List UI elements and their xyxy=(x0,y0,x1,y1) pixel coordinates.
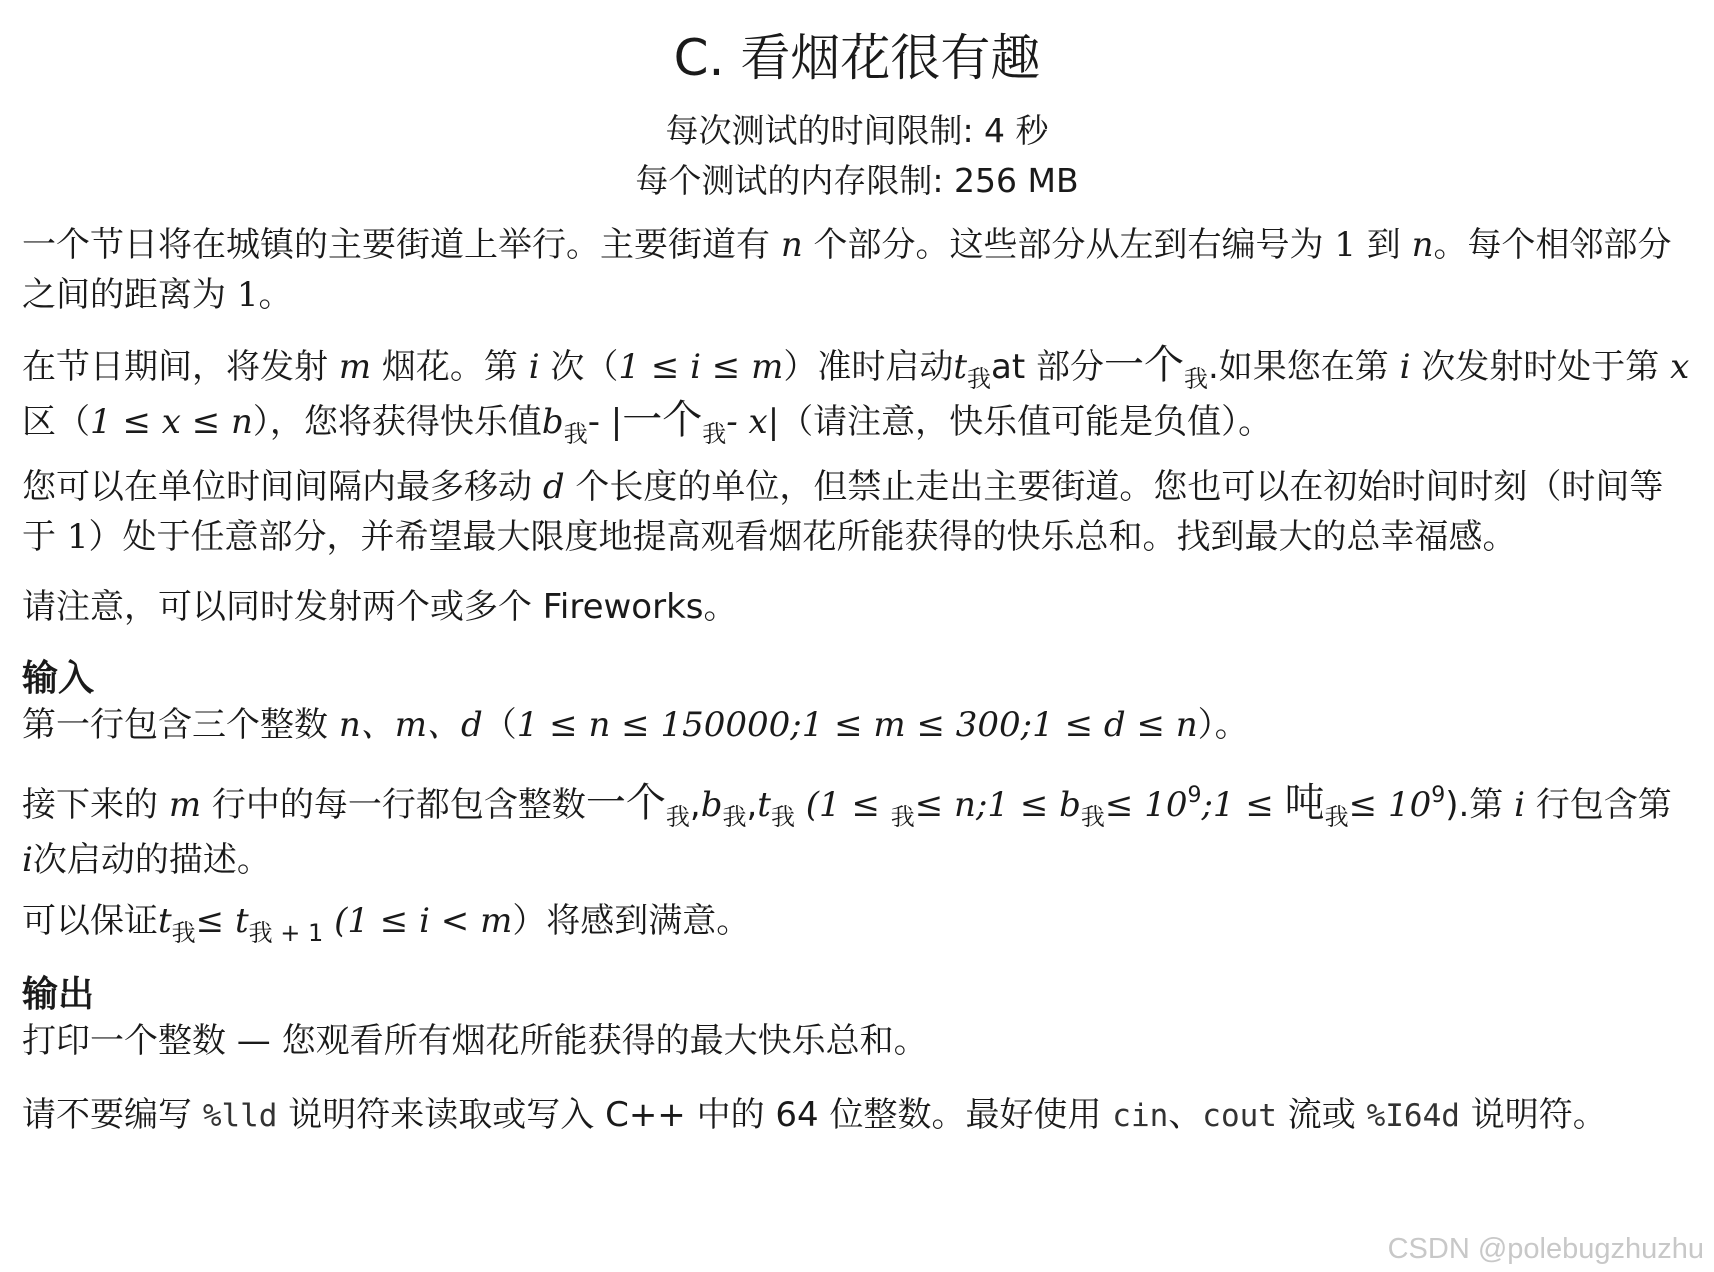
subscript: 我 xyxy=(722,803,747,831)
subscript: 我 xyxy=(1324,803,1349,831)
var-x: x xyxy=(1670,347,1690,387)
text: （ xyxy=(482,705,517,745)
text: 在节日期间，将发射 xyxy=(22,347,339,387)
text: 一个节日将在城镇的主要街道上举行。主要街道有 xyxy=(22,225,781,265)
var-a: 一个 xyxy=(622,397,703,443)
text: 流或 xyxy=(1276,1095,1367,1135)
text: ).第 xyxy=(1445,785,1515,825)
math-text: ≤ xyxy=(195,901,235,941)
statement-paragraph-2 xyxy=(22,340,1692,450)
math-text: ≤ n;1 ≤ xyxy=(914,785,1060,825)
var-i: i xyxy=(22,840,33,880)
text: 次启动的描述。 xyxy=(32,840,271,880)
subscript: 我 xyxy=(563,420,588,448)
input-paragraph-2 xyxy=(22,778,1692,885)
math-text: ≤ 10 xyxy=(1104,785,1188,825)
text: 个部分。这些部分从左到右编号为 xyxy=(802,225,1335,265)
math-text: (1 ≤ xyxy=(794,785,891,825)
exponent: 9 xyxy=(1431,783,1446,808)
subscript: 我 xyxy=(967,365,991,393)
subscript: 我 xyxy=(890,803,915,831)
var-t: 吨 xyxy=(1284,780,1325,826)
input-paragraph-3 xyxy=(22,896,1692,949)
text: 次（ xyxy=(539,347,619,387)
var-t: t xyxy=(953,347,967,387)
var-i: i xyxy=(528,347,540,387)
code-inline: cin xyxy=(1112,1098,1169,1134)
code-inline: %lld xyxy=(202,1098,278,1134)
text: , xyxy=(689,785,701,825)
subscript: 我 xyxy=(1183,365,1208,393)
text: 第一行包含三个整数 xyxy=(22,705,339,745)
text: 说明符来读取或写入 C++ 中的 64 位整数。最好使用 xyxy=(277,1095,1113,1135)
code-inline: %I64d xyxy=(1366,1098,1460,1134)
math-range: 1 ≤ n ≤ 150000;1 ≤ m ≤ 300;1 ≤ d ≤ n xyxy=(516,705,1198,745)
statement-paragraph-4: 请注意，可以同时发射两个或多个 Fireworks。 xyxy=(22,587,738,627)
text: 个长度的单位，但禁止走出主要街道。您也可以在初始时间时刻（时间等于 xyxy=(22,467,1664,557)
math-range: 1 ≤ x ≤ n xyxy=(90,402,253,442)
text: ）将感到满意。 xyxy=(512,901,751,941)
var-n: n xyxy=(1411,225,1434,265)
math-text: ;1 ≤ xyxy=(1201,785,1285,825)
input-heading: 输入 xyxy=(22,658,95,699)
subscript: 我 xyxy=(171,919,196,947)
text: 您可以在单位时间间隔内最多移动 xyxy=(22,467,543,507)
operator: - x| xyxy=(726,402,780,442)
number: 1 xyxy=(1334,225,1356,265)
operator: - | xyxy=(587,402,623,442)
subscript: 我 xyxy=(1080,803,1105,831)
var-b: b xyxy=(1059,785,1081,825)
var-m: m xyxy=(168,785,202,825)
text: 、 xyxy=(1168,1095,1203,1135)
var-t: t xyxy=(234,901,249,941)
math-range: 1 ≤ i < m xyxy=(347,901,513,941)
subscript: 我 xyxy=(770,803,795,831)
input-paragraph-1 xyxy=(22,700,1692,750)
memory-limit: 每个测试的内存限制: 256 MB xyxy=(635,161,1079,200)
var-i: i xyxy=(1399,347,1411,387)
output-heading: 输出 xyxy=(22,974,95,1015)
text: ）准时启动 xyxy=(783,347,954,387)
text: 请不要编写 xyxy=(22,1095,203,1135)
var-a: 一个 xyxy=(1103,342,1184,388)
var-t: t xyxy=(158,901,172,941)
math-text: ≤ 10 xyxy=(1348,785,1432,825)
text: 说明符。 xyxy=(1459,1095,1607,1135)
text: 接下来的 xyxy=(22,785,169,825)
text: ）。 xyxy=(1197,705,1249,745)
var-a: 一个 xyxy=(585,780,666,826)
var-d: d xyxy=(542,467,565,507)
output-paragraph-2 xyxy=(22,1090,1692,1141)
var-b: b xyxy=(541,402,564,442)
text: ）处于任意部分，并希望最大限度地提高观看烟花所能获得的快乐总和。找到最大的总幸福感。 xyxy=(88,517,1517,557)
csdn-watermark: CSDN @polebugzhuzhu xyxy=(1387,1233,1704,1265)
subscript: 我 xyxy=(665,803,690,831)
code-inline: cout xyxy=(1202,1098,1277,1134)
text: .如果您在第 xyxy=(1207,347,1400,387)
var-m: m xyxy=(338,347,372,387)
text: 烟花。第 xyxy=(371,347,529,387)
text: 。 xyxy=(258,275,293,315)
var-i: i xyxy=(1514,785,1525,825)
statement-paragraph-3 xyxy=(22,462,1692,562)
time-limit: 每次测试的时间限制: 4 秒 xyxy=(665,111,1049,150)
subscript: 我 + 1 xyxy=(248,919,324,947)
number: 1 xyxy=(236,275,259,315)
var-t: t xyxy=(757,785,771,825)
text: at 部分 xyxy=(991,347,1104,387)
text: 。每个相邻部分之间的距离为 xyxy=(22,225,1672,315)
var-b: b xyxy=(700,785,723,825)
text: 可以保证 xyxy=(22,901,158,941)
text: 行包含第 xyxy=(1525,785,1672,825)
text: 行中的每一行都包含整数 xyxy=(201,785,586,825)
math-range: 1 ≤ i ≤ m xyxy=(618,347,784,387)
exponent: 9 xyxy=(1187,783,1202,808)
text: 到 xyxy=(1355,225,1412,265)
number: 1 xyxy=(66,517,89,557)
statement-paragraph-1 xyxy=(22,220,1692,320)
text: ），您将获得快乐值 xyxy=(252,402,542,442)
var-list: n、m、d xyxy=(338,705,483,745)
problem-title: C. 看烟花很有趣 xyxy=(673,29,1041,87)
var-n: n xyxy=(780,225,803,265)
text: 次发射时处于第 xyxy=(1410,347,1671,387)
output-paragraph-1: 打印一个整数 — 您观看所有烟花所能获得的最大快乐总和。 xyxy=(22,1021,928,1061)
text: （请注意，快乐值可能是负值）。 xyxy=(779,402,1273,442)
subscript: 我 xyxy=(702,420,727,448)
text: 区（ xyxy=(22,402,90,442)
math-text: ( xyxy=(323,901,348,941)
text: , xyxy=(746,785,758,825)
